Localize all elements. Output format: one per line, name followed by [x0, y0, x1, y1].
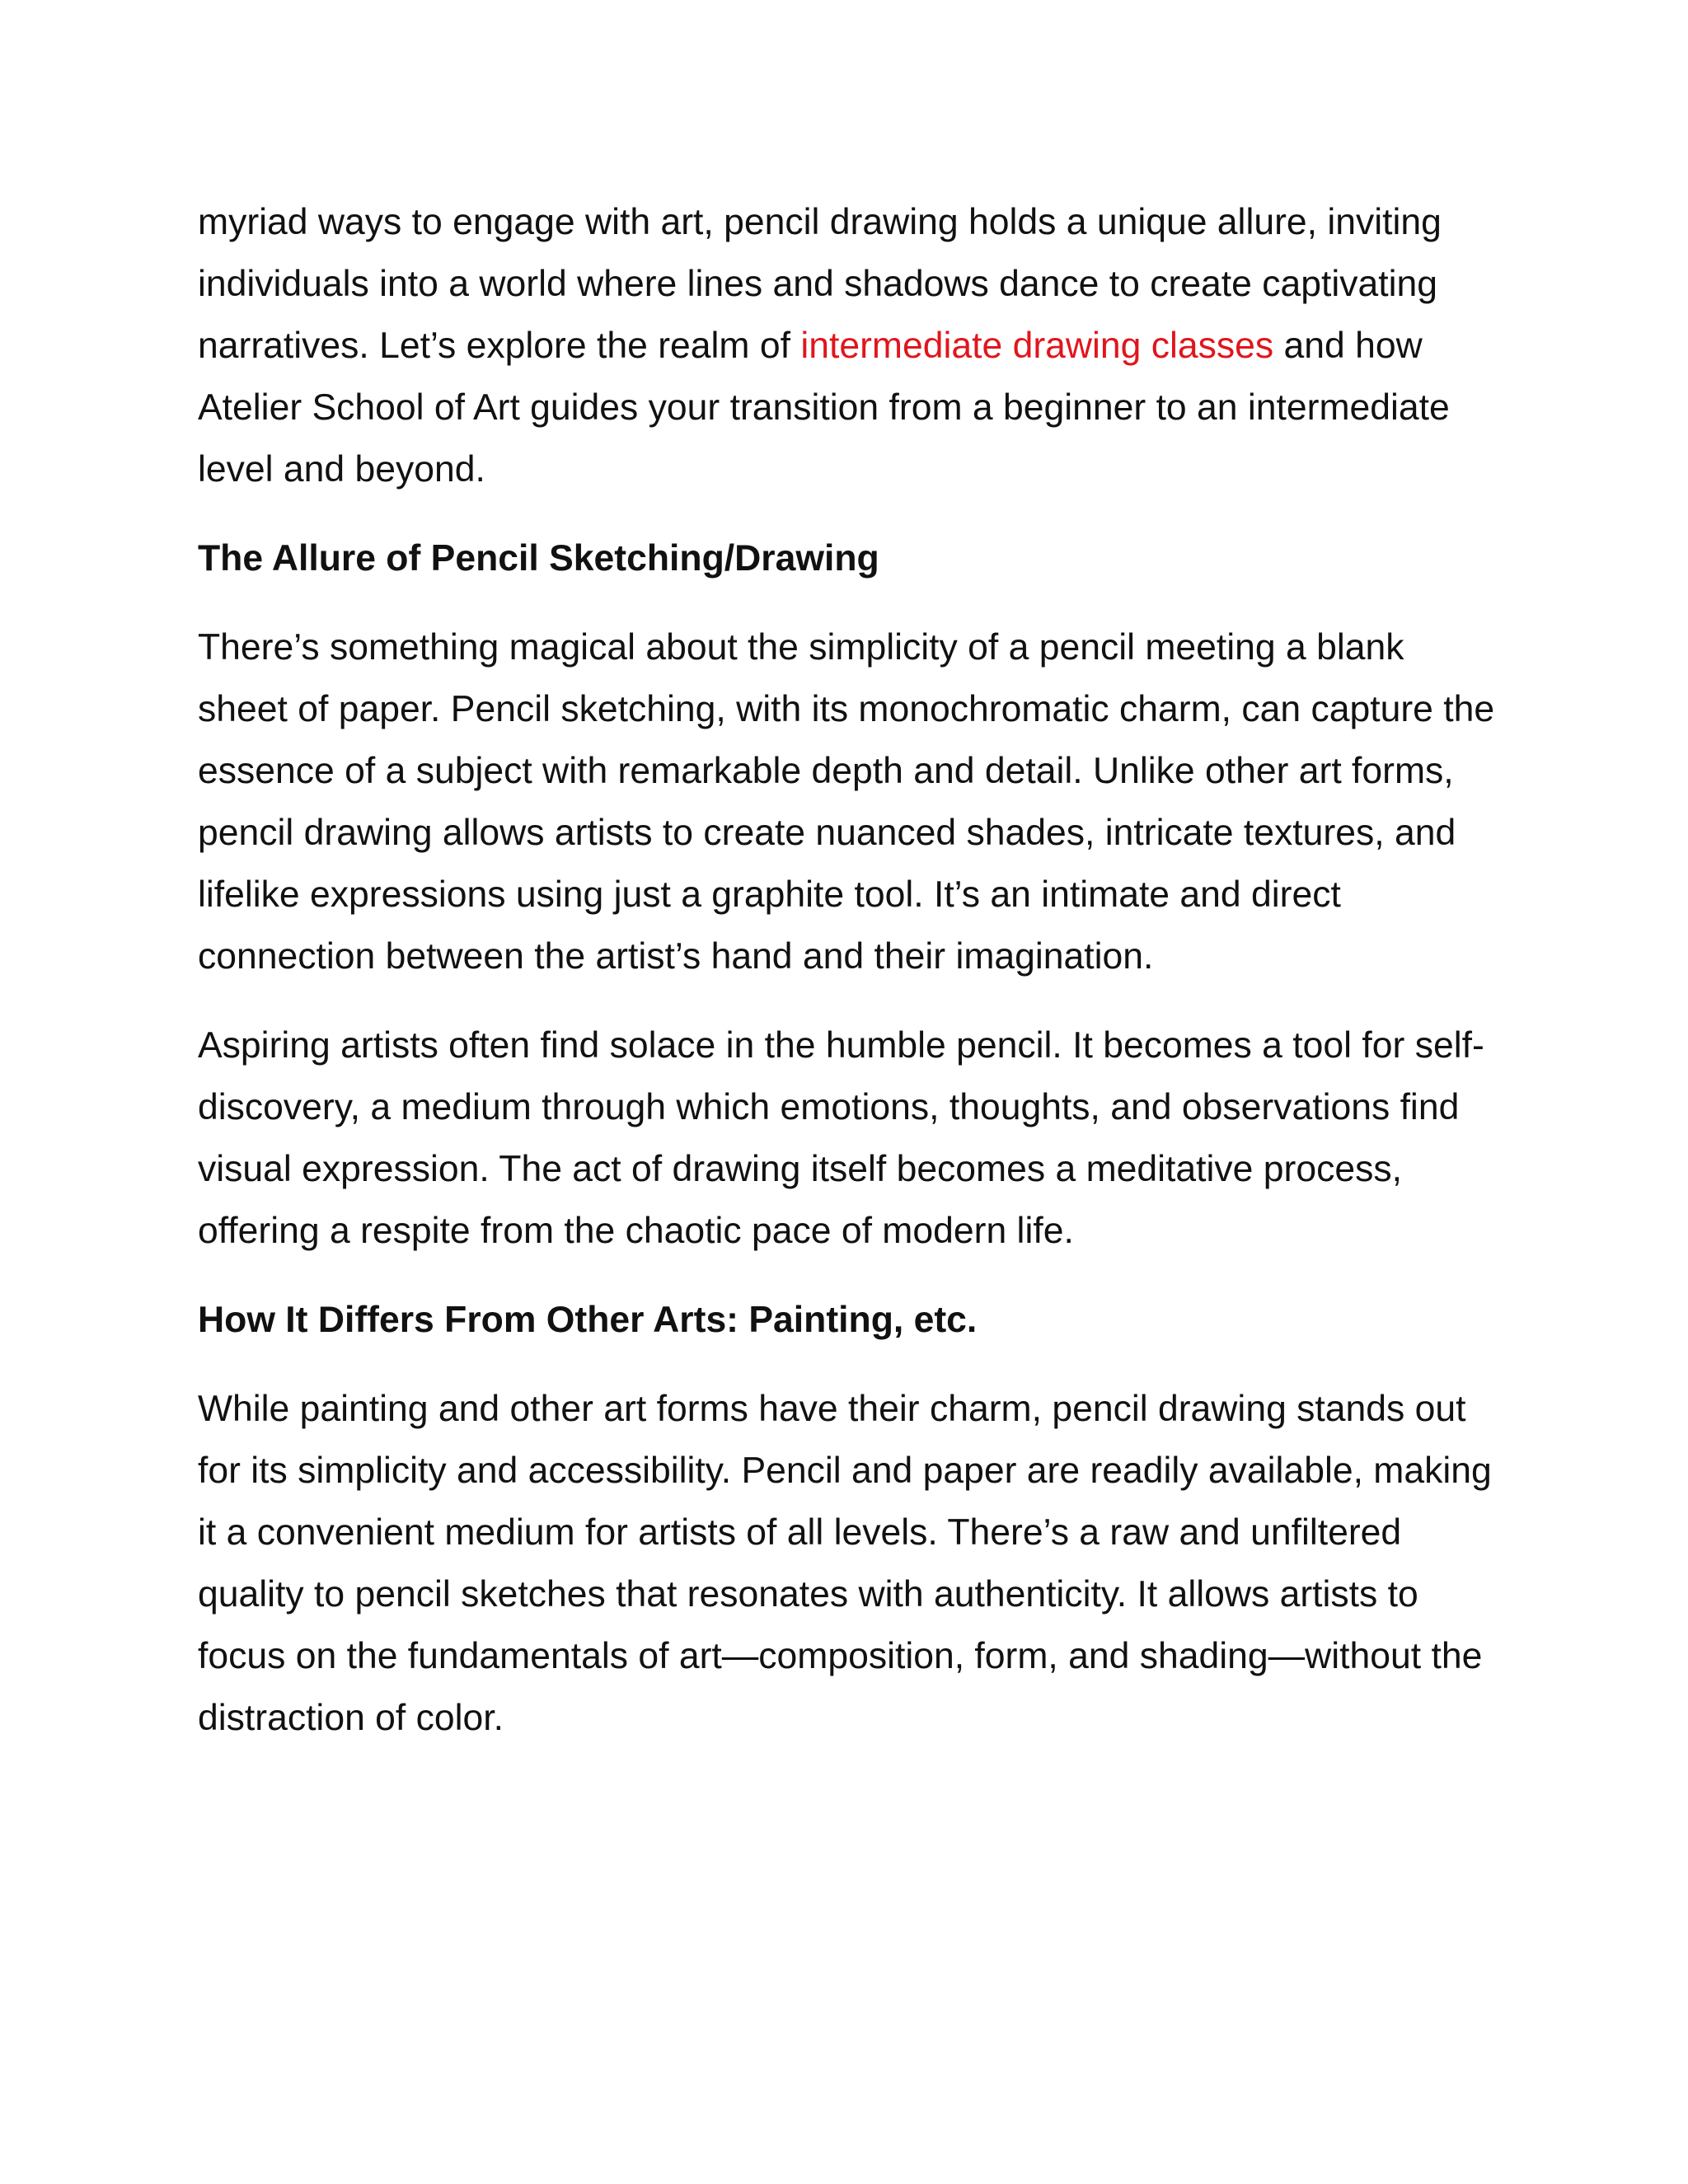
- paragraph-differs-1: While painting and other art forms have their charm, pencil drawing stands out for its simplicity and accessibility. Pencil and paper are readily available, making it a convenient medium for artists of all levels. There’s a raw and unfiltered quality to pencil sketches that resonates with authenticity. It allows artists to focus on the fundamentals of art—composition, form, and shading—without the distraction of color.: [198, 1389, 1492, 1738]
- intermediate-drawing-classes-link[interactable]: intermediate drawing classes: [800, 326, 1274, 366]
- section-heading-allure: The Allure of Pencil Sketching/Drawing: [198, 538, 879, 579]
- document-page: [198, 191, 1500, 1776]
- section-heading-differs: How It Differs From Other Arts: Painting, etc.: [198, 1300, 978, 1340]
- paragraph-allure-1: There’s something magical about the simplicity of a pencil meeting a blank sheet of paper. Pencil sketching, with its monochromatic charm, can capture the essence of a subject with remarkable depth and detail. Unlike other art forms, pencil drawing allows artists to create nuanced shades, intricate textures, and lifelike expressions using just a graphite tool. It’s an intimate and direct connection between the artist’s hand and their imagination.: [198, 627, 1495, 977]
- paragraph-allure-2: Aspiring artists often find solace in the humble pencil. It becomes a tool for self-discovery, a medium through which emotions, thoughts, and observations find visual expression. The act of drawing itself becomes a meditative process, offering a respite from the chaotic pace of modern life.: [198, 1025, 1484, 1251]
- intro-text-after-link: and how Atelier School of Art guides your transition from a beginner to an intermediate level and beyond.: [198, 326, 1450, 490]
- intro-paragraph: [198, 191, 1500, 500]
- intro-text-before-link: myriad ways to engage with art, pencil drawing holds a unique allure, inviting individuals into a world where lines and shadows dance to create captivating narratives. Let’s explore the realm of: [198, 202, 1442, 366]
